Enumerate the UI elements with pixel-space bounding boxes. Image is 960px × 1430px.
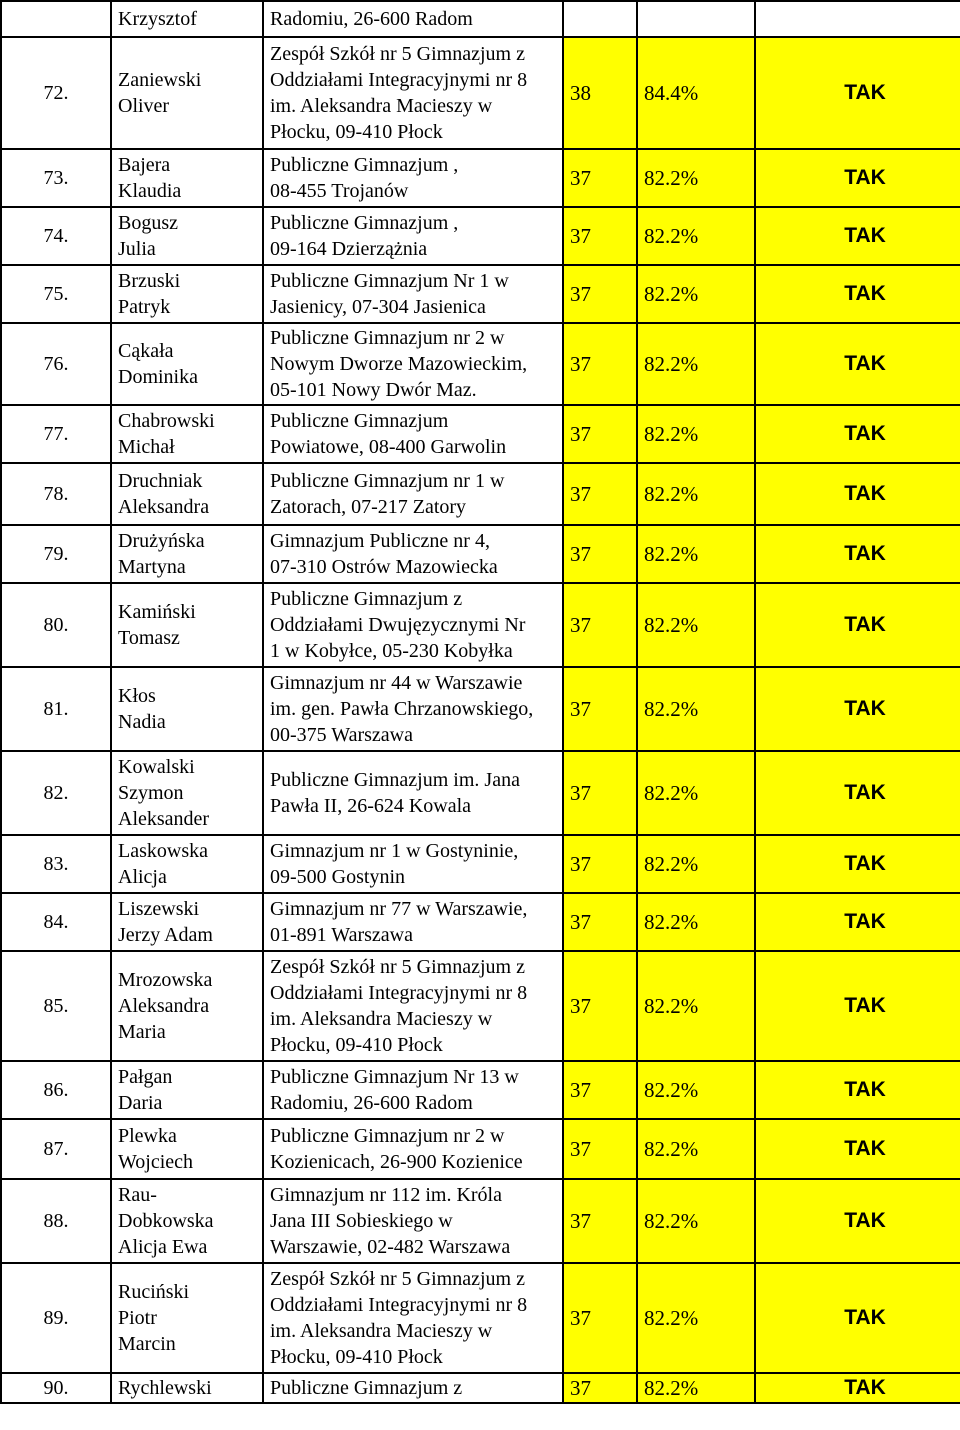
row-number-cell — [1, 149, 111, 207]
points-text: 37 — [570, 696, 591, 721]
student-name-cell — [111, 37, 263, 149]
points-text: 37 — [570, 421, 591, 446]
row-number-text: 81. — [43, 698, 69, 720]
school-text: Publiczne Gimnazjum nr 1 w Zatorach, 07-217 Zatory — [270, 470, 505, 518]
percent-cell — [637, 207, 755, 265]
qualified-text: TAK — [844, 1209, 886, 1232]
points-cell — [563, 405, 637, 463]
table-row — [1, 835, 960, 893]
qualified-cell — [755, 1061, 960, 1119]
student-name-cell — [111, 405, 263, 463]
school-text: Publiczne Gimnazjum , 09-164 Dzierzążnia — [270, 212, 459, 260]
points-cell — [563, 1, 637, 37]
row-number-text: 76. — [43, 353, 69, 375]
school-text: Gimnazjum nr 77 w Warszawie, 01-891 Warszawa — [270, 898, 528, 946]
points-text: 37 — [570, 351, 591, 376]
school-text: Publiczne Gimnazjum Nr 1 w Jasienicy, 07-304 Jasienica — [270, 270, 509, 318]
qualified-cell — [755, 405, 960, 463]
row-number-text: 75. — [43, 283, 69, 305]
percent-cell — [637, 405, 755, 463]
school-text: Gimnazjum nr 44 w Warszawie im. gen. Pawła Chrzanowskiego, 00-375 Warszawa — [270, 672, 534, 746]
qualified-cell — [755, 751, 960, 835]
table-row — [1, 405, 960, 463]
student-name-cell — [111, 525, 263, 583]
row-number-cell — [1, 1119, 111, 1179]
row-number-text: 85. — [43, 995, 69, 1017]
table-row — [1, 667, 960, 751]
row-number-cell — [1, 893, 111, 951]
row-number-cell — [1, 265, 111, 323]
percent-text: 82.2% — [644, 780, 699, 805]
qualified-text: TAK — [844, 1376, 886, 1399]
points-cell — [563, 525, 637, 583]
school-text: Publiczne Gimnazjum z Oddziałami Dwujęzycznymi Nr 1 w Kobyłce, 05-230 Kobyłka — [270, 588, 526, 662]
student-name-text: Rychlewski — [118, 1377, 212, 1399]
table-row — [1, 1, 960, 37]
school-cell — [263, 1373, 563, 1403]
school-text: Publiczne Gimnazjum , 08-455 Trojanów — [270, 154, 459, 202]
school-text: Zespół Szkół nr 5 Gimnazjum z Oddziałami Integracyjnymi nr 8 im. Aleksandra Macieszy w Płocku, 09-410 Płock — [270, 1268, 528, 1368]
qualified-cell — [755, 1, 960, 37]
row-number-cell — [1, 583, 111, 667]
points-cell — [563, 149, 637, 207]
row-number-text: 82. — [43, 782, 69, 804]
points-cell — [563, 1119, 637, 1179]
qualified-text: TAK — [844, 852, 886, 875]
points-text: 37 — [570, 281, 591, 306]
student-name-cell — [111, 751, 263, 835]
qualified-text: TAK — [844, 1306, 886, 1329]
row-number-text: 79. — [43, 543, 69, 565]
percent-text: 82.2% — [644, 351, 699, 376]
school-cell — [263, 207, 563, 265]
qualified-text: TAK — [844, 994, 886, 1017]
student-name-cell — [111, 207, 263, 265]
qualified-text: TAK — [844, 1137, 886, 1160]
percent-cell — [637, 265, 755, 323]
row-number-text: 72. — [43, 82, 69, 104]
points-cell — [563, 951, 637, 1061]
row-number-cell — [1, 37, 111, 149]
percent-text: 82.2% — [644, 1136, 699, 1161]
percent-cell — [637, 1263, 755, 1373]
school-cell — [263, 1263, 563, 1373]
points-text: 37 — [570, 541, 591, 566]
school-text: Publiczne Gimnazjum Nr 13 w Radomiu, 26-600 Radom — [270, 1066, 519, 1114]
table-row — [1, 525, 960, 583]
school-cell — [263, 1061, 563, 1119]
school-text: Zespół Szkół nr 5 Gimnazjum z Oddziałami Integracyjnymi nr 8 im. Aleksandra Macieszy w Płocku, 09-410 Płock — [270, 43, 528, 143]
qualified-text: TAK — [844, 166, 886, 189]
school-cell — [263, 893, 563, 951]
points-text: 37 — [570, 1375, 591, 1400]
student-name-cell — [111, 1061, 263, 1119]
percent-text: 82.2% — [644, 1375, 699, 1400]
percent-cell — [637, 463, 755, 525]
qualified-cell — [755, 835, 960, 893]
percent-text: 82.2% — [644, 281, 699, 306]
table-row — [1, 1263, 960, 1373]
student-name-text: Pałgan Daria — [118, 1066, 173, 1114]
table-row — [1, 951, 960, 1061]
student-name-text: Rau- Dobkowska Alicja Ewa — [118, 1184, 214, 1258]
row-number-text: 83. — [43, 853, 69, 875]
school-text: Publiczne Gimnazjum nr 2 w Nowym Dworze Mazowieckim, 05-101 Nowy Dwór Maz. — [270, 327, 528, 401]
table-row — [1, 751, 960, 835]
table-row — [1, 265, 960, 323]
row-number-cell — [1, 1179, 111, 1263]
student-name-cell — [111, 583, 263, 667]
percent-text: 82.2% — [644, 1208, 699, 1233]
student-name-cell — [111, 1373, 263, 1403]
student-name-cell — [111, 463, 263, 525]
table-row — [1, 1373, 960, 1403]
row-number-cell — [1, 405, 111, 463]
row-number-cell — [1, 525, 111, 583]
table-row — [1, 1119, 960, 1179]
percent-text: 82.2% — [644, 696, 699, 721]
points-cell — [563, 893, 637, 951]
student-name-cell — [111, 265, 263, 323]
percent-text: 82.2% — [644, 481, 699, 506]
student-name-cell — [111, 1179, 263, 1263]
student-name-text: Bajera Klaudia — [118, 154, 182, 202]
row-number-text: 86. — [43, 1079, 69, 1101]
student-name-text: Kamiński Tomasz — [118, 601, 196, 649]
school-text: Gimnazjum nr 112 im. Króla Jana III Sobieskiego w Warszawie, 02-482 Warszawa — [270, 1184, 511, 1258]
student-name-text: Druchniak Aleksandra — [118, 470, 210, 518]
percent-cell — [637, 583, 755, 667]
qualified-text: TAK — [844, 282, 886, 305]
qualified-cell — [755, 951, 960, 1061]
row-number-cell — [1, 951, 111, 1061]
points-text: 37 — [570, 909, 591, 934]
row-number-text: 88. — [43, 1210, 69, 1232]
percent-cell — [637, 1119, 755, 1179]
percent-text: 84.4% — [644, 80, 699, 105]
points-text: 37 — [570, 612, 591, 637]
points-cell — [563, 751, 637, 835]
points-cell — [563, 835, 637, 893]
percent-cell — [637, 1179, 755, 1263]
student-name-cell — [111, 951, 263, 1061]
row-number-cell — [1, 751, 111, 835]
points-text: 37 — [570, 1077, 591, 1102]
points-text: 37 — [570, 165, 591, 190]
percent-text: 82.2% — [644, 421, 699, 446]
student-name-text: Cąkała Dominika — [118, 340, 198, 388]
row-number-cell — [1, 835, 111, 893]
points-text: 38 — [570, 80, 591, 105]
school-cell — [263, 1, 563, 37]
student-name-cell — [111, 149, 263, 207]
percent-cell — [637, 751, 755, 835]
percent-cell — [637, 37, 755, 149]
percent-cell — [637, 1061, 755, 1119]
student-name-cell — [111, 835, 263, 893]
school-text: Zespół Szkół nr 5 Gimnazjum z Oddziałami Integracyjnymi nr 8 im. Aleksandra Macieszy w Płocku, 09-410 Płock — [270, 956, 528, 1056]
percent-text: 82.2% — [644, 223, 699, 248]
percent-text: 82.2% — [644, 909, 699, 934]
percent-text: 82.2% — [644, 541, 699, 566]
school-cell — [263, 951, 563, 1061]
table-row — [1, 583, 960, 667]
student-name-text: Mrozowska Aleksandra Maria — [118, 969, 213, 1043]
school-text: Gimnazjum Publiczne nr 4, 07-310 Ostrów Mazowiecka — [270, 530, 498, 578]
student-name-text: Chabrowski Michał — [118, 410, 215, 458]
row-number-text: 84. — [43, 911, 69, 933]
points-cell — [563, 37, 637, 149]
row-number-text: 78. — [43, 483, 69, 505]
row-number-text: 77. — [43, 423, 69, 445]
student-name-text: Kowalski Szymon Aleksander — [118, 756, 210, 830]
qualified-text: TAK — [844, 613, 886, 636]
row-number-text: 89. — [43, 1307, 69, 1329]
points-cell — [563, 265, 637, 323]
points-cell — [563, 463, 637, 525]
points-text: 37 — [570, 223, 591, 248]
qualified-cell — [755, 583, 960, 667]
percent-cell — [637, 1, 755, 37]
table-row — [1, 207, 960, 265]
qualified-cell — [755, 1373, 960, 1403]
points-cell — [563, 1373, 637, 1403]
points-cell — [563, 583, 637, 667]
percent-text: 82.2% — [644, 993, 699, 1018]
qualified-text: TAK — [844, 781, 886, 804]
qualified-cell — [755, 149, 960, 207]
row-number-cell — [1, 207, 111, 265]
student-name-cell — [111, 667, 263, 751]
qualified-cell — [755, 1263, 960, 1373]
percent-text: 82.2% — [644, 851, 699, 876]
qualified-cell — [755, 1179, 960, 1263]
qualified-text: TAK — [844, 81, 886, 104]
school-cell — [263, 405, 563, 463]
school-cell — [263, 525, 563, 583]
qualified-cell — [755, 37, 960, 149]
student-name-cell — [111, 1263, 263, 1373]
student-name-text: Laskowska Alicja — [118, 840, 208, 888]
student-name-text: Drużyńska Martyna — [118, 530, 205, 578]
school-text: Radomiu, 26-600 Radom — [270, 8, 473, 30]
percent-cell — [637, 667, 755, 751]
school-cell — [263, 835, 563, 893]
student-name-text: Liszewski Jerzy Adam — [118, 898, 213, 946]
school-cell — [263, 583, 563, 667]
school-cell — [263, 463, 563, 525]
points-text: 37 — [570, 780, 591, 805]
school-cell — [263, 751, 563, 835]
percent-text: 82.2% — [644, 1077, 699, 1102]
percent-cell — [637, 149, 755, 207]
table-row — [1, 463, 960, 525]
points-cell — [563, 1263, 637, 1373]
student-name-text: Brzuski Patryk — [118, 270, 181, 318]
qualified-cell — [755, 207, 960, 265]
percent-text: 82.2% — [644, 165, 699, 190]
points-cell — [563, 1061, 637, 1119]
percent-cell — [637, 323, 755, 405]
student-name-text: Plewka Wojciech — [118, 1125, 194, 1173]
row-number-cell — [1, 1061, 111, 1119]
row-number-text: 74. — [43, 225, 69, 247]
percent-cell — [637, 893, 755, 951]
results-table-body — [1, 1, 960, 1403]
percent-cell — [637, 951, 755, 1061]
qualified-text: TAK — [844, 910, 886, 933]
row-number-cell — [1, 1263, 111, 1373]
student-name-text: Kłos Nadia — [118, 685, 166, 733]
student-name-cell — [111, 1, 263, 37]
school-text: Publiczne Gimnazjum z — [270, 1377, 463, 1399]
points-text: 37 — [570, 1208, 591, 1233]
school-text: Publiczne Gimnazjum Powiatowe, 08-400 Garwolin — [270, 410, 507, 458]
percent-cell — [637, 525, 755, 583]
points-cell — [563, 1179, 637, 1263]
points-cell — [563, 667, 637, 751]
school-cell — [263, 37, 563, 149]
points-cell — [563, 207, 637, 265]
student-name-cell — [111, 323, 263, 405]
qualified-cell — [755, 323, 960, 405]
row-number-text: 73. — [43, 167, 69, 189]
qualified-text: TAK — [844, 422, 886, 445]
table-row — [1, 893, 960, 951]
school-text: Gimnazjum nr 1 w Gostyninie, 09-500 Gostynin — [270, 840, 519, 888]
points-cell — [563, 323, 637, 405]
row-number-cell — [1, 1373, 111, 1403]
points-text: 37 — [570, 993, 591, 1018]
percent-cell — [637, 835, 755, 893]
student-name-cell — [111, 893, 263, 951]
points-text: 37 — [570, 851, 591, 876]
points-text: 37 — [570, 481, 591, 506]
row-number-cell — [1, 667, 111, 751]
student-name-text: Bogusz Julia — [118, 212, 178, 260]
school-cell — [263, 265, 563, 323]
qualified-text: TAK — [844, 482, 886, 505]
qualified-cell — [755, 1119, 960, 1179]
school-cell — [263, 323, 563, 405]
table-row — [1, 1061, 960, 1119]
table-row — [1, 37, 960, 149]
school-cell — [263, 1119, 563, 1179]
qualified-cell — [755, 525, 960, 583]
points-text: 37 — [570, 1136, 591, 1161]
percent-text: 82.2% — [644, 612, 699, 637]
row-number-cell — [1, 323, 111, 405]
percent-cell — [637, 1373, 755, 1403]
qualified-text: TAK — [844, 352, 886, 375]
row-number-cell — [1, 463, 111, 525]
qualified-text: TAK — [844, 542, 886, 565]
student-name-text: Zaniewski Oliver — [118, 69, 202, 117]
percent-text: 82.2% — [644, 1305, 699, 1330]
school-cell — [263, 667, 563, 751]
school-text: Publiczne Gimnazjum nr 2 w Kozienicach, 26-900 Kozienice — [270, 1125, 523, 1173]
qualified-cell — [755, 667, 960, 751]
table-row — [1, 1179, 960, 1263]
qualified-cell — [755, 265, 960, 323]
qualified-cell — [755, 463, 960, 525]
table-row — [1, 323, 960, 405]
school-cell — [263, 149, 563, 207]
qualified-text: TAK — [844, 1078, 886, 1101]
qualified-text: TAK — [844, 697, 886, 720]
student-name-text: Krzysztof — [118, 8, 197, 30]
table-row — [1, 149, 960, 207]
qualified-cell — [755, 893, 960, 951]
row-number-cell — [1, 1, 111, 37]
row-number-text: 80. — [43, 614, 69, 636]
student-name-cell — [111, 1119, 263, 1179]
school-cell — [263, 1179, 563, 1263]
qualified-text: TAK — [844, 224, 886, 247]
row-number-text: 87. — [43, 1138, 69, 1160]
school-text: Publiczne Gimnazjum im. Jana Pawła II, 26-624 Kowala — [270, 769, 520, 817]
row-number-text: 90. — [43, 1377, 69, 1399]
points-text: 37 — [570, 1305, 591, 1330]
student-name-text: Ruciński Piotr Marcin — [118, 1281, 190, 1355]
